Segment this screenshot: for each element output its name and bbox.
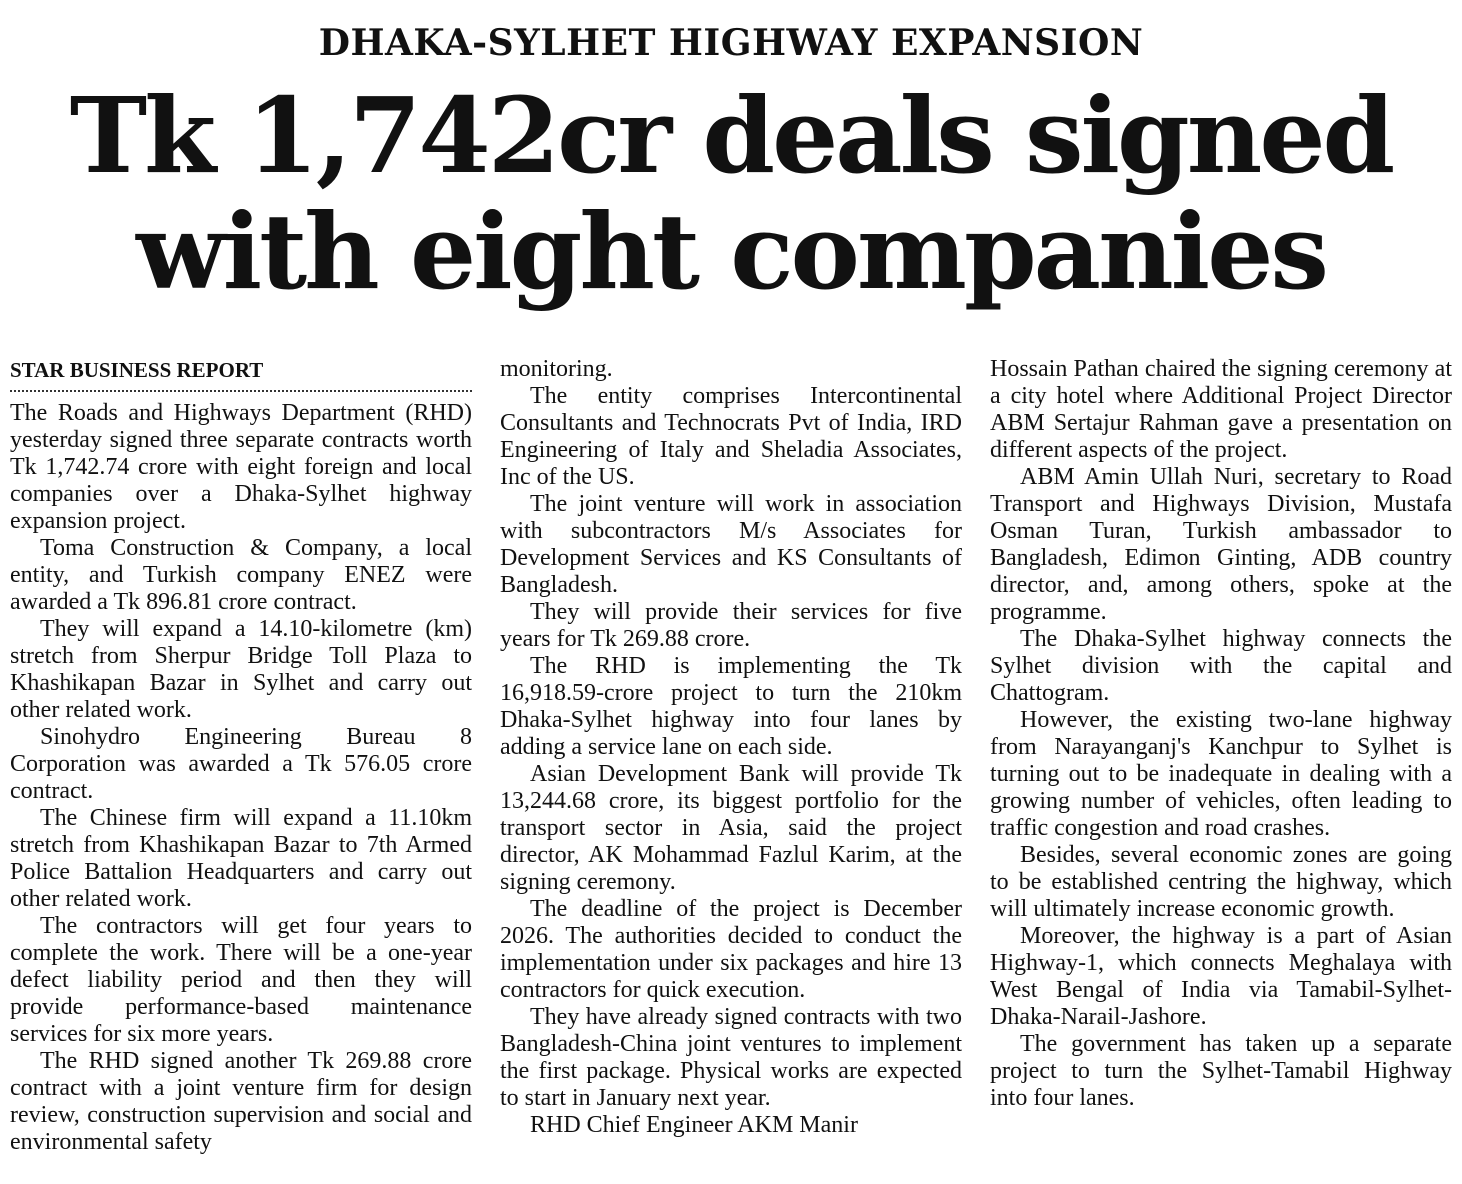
- paragraph: The joint venture will work in association with subcontractors M/s Associates for Development Services and KS Consultants of Bangladesh.: [500, 491, 962, 598]
- paragraph: Asian Development Bank will provide Tk 13,244.68 crore, its biggest portfolio for the transport sector in Asia, said the project director, AK Mohammad Fazlul Karim, at the signing ceremony.: [500, 761, 962, 895]
- paragraph: They will provide their services for five years for Tk 269.88 crore.: [500, 599, 962, 652]
- paragraph: The deadline of the project is December 2026. The authorities decided to conduct the implementation under six packages and hire 13 contractors for quick execution.: [500, 896, 962, 1003]
- paragraph: They have already signed contracts with two Bangladesh-China joint ventures to implement the first package. Physical works are expected to start in January next year.: [500, 1004, 962, 1111]
- paragraph: Besides, several economic zones are going to be established centring the highway, which will ultimately increase economic growth.: [990, 842, 1452, 922]
- paragraph: The Roads and Highways Department (RHD) yesterday signed three separate contracts worth Tk 1,742.74 crore with eight foreign and local companies over a Dhaka-Sylhet highway expansion project.: [10, 400, 472, 534]
- paragraph: The government has taken up a separate project to turn the Sylhet-Tamabil Highway into four lanes.: [990, 1031, 1452, 1111]
- paragraph: Sinohydro Engineering Bureau 8 Corporation was awarded a Tk 576.05 crore contract.: [10, 724, 472, 804]
- paragraph: Toma Construction & Company, a local entity, and Turkish company ENEZ were awarded a Tk 896.81 crore contract.: [10, 535, 472, 615]
- article-column-3: [990, 356, 1452, 1112]
- paragraph: The RHD signed another Tk 269.88 crore contract with a joint venture firm for design review, construction supervision and social and environmental safety: [10, 1048, 472, 1155]
- paragraph: The entity comprises Intercontinental Consultants and Technocrats Pvt of India, IRD Engineering of Italy and Sheladia Associates, Inc of the US.: [500, 383, 962, 490]
- kicker: DHAKA-SYLHET HIGHWAY EXPANSION: [318, 22, 1144, 64]
- byline: STAR BUSINESS REPORT: [10, 356, 472, 392]
- paragraph: ABM Amin Ullah Nuri, secretary to Road Transport and Highways Division, Mustafa Osman Turan, Turkish ambassador to Bangladesh, Edimon Ginting, ADB country director, and, among others, spoke at the programme.: [990, 464, 1452, 625]
- paragraph: Moreover, the highway is a part of Asian Highway-1, which connects Meghalaya with West Bengal of India via Tamabil-Sylhet-Dhaka-Narail-Jashore.: [990, 923, 1452, 1030]
- paragraph: However, the existing two-lane highway from Narayanganj's Kanchpur to Sylhet is turning out to be inadequate in dealing with a growing number of vehicles, often leading to traffic congestion and road crashes.: [990, 707, 1452, 841]
- article-column-2: [500, 356, 962, 1139]
- headline-line-2: with eight companies: [136, 190, 1326, 313]
- paragraph: They will expand a 14.10-kilometre (km) stretch from Sherpur Bridge Toll Plaza to Khashikapan Bazar in Sylhet and carry out other related work.: [10, 616, 472, 723]
- headline-line-1: Tk 1,742cr deals signed: [69, 74, 1393, 197]
- paragraph: The Dhaka-Sylhet highway connects the Sylhet division with the capital and Chattogram.: [990, 626, 1452, 706]
- headline: [0, 74, 1462, 313]
- paragraph: The contractors will get four years to complete the work. There will be a one-year defect liability period and then they will provide performance-based maintenance services for six more years.: [10, 913, 472, 1047]
- paragraph-continuation: Hossain Pathan chaired the signing ceremony at a city hotel where Additional Project Director ABM Sertajur Rahman gave a presentation on different aspects of the project.: [990, 356, 1452, 463]
- paragraph: The RHD is implementing the Tk 16,918.59-crore project to turn the 210km Dhaka-Sylhet highway into four lanes by adding a service lane on each side.: [500, 653, 962, 760]
- paragraph: The Chinese firm will expand a 11.10km stretch from Khashikapan Bazar to 7th Armed Police Battalion Headquarters and carry out other related work.: [10, 805, 472, 912]
- paragraph-continuation: monitoring.: [500, 356, 613, 382]
- paragraph: RHD Chief Engineer AKM Manir: [530, 1112, 858, 1138]
- article-column-1: [10, 356, 472, 1156]
